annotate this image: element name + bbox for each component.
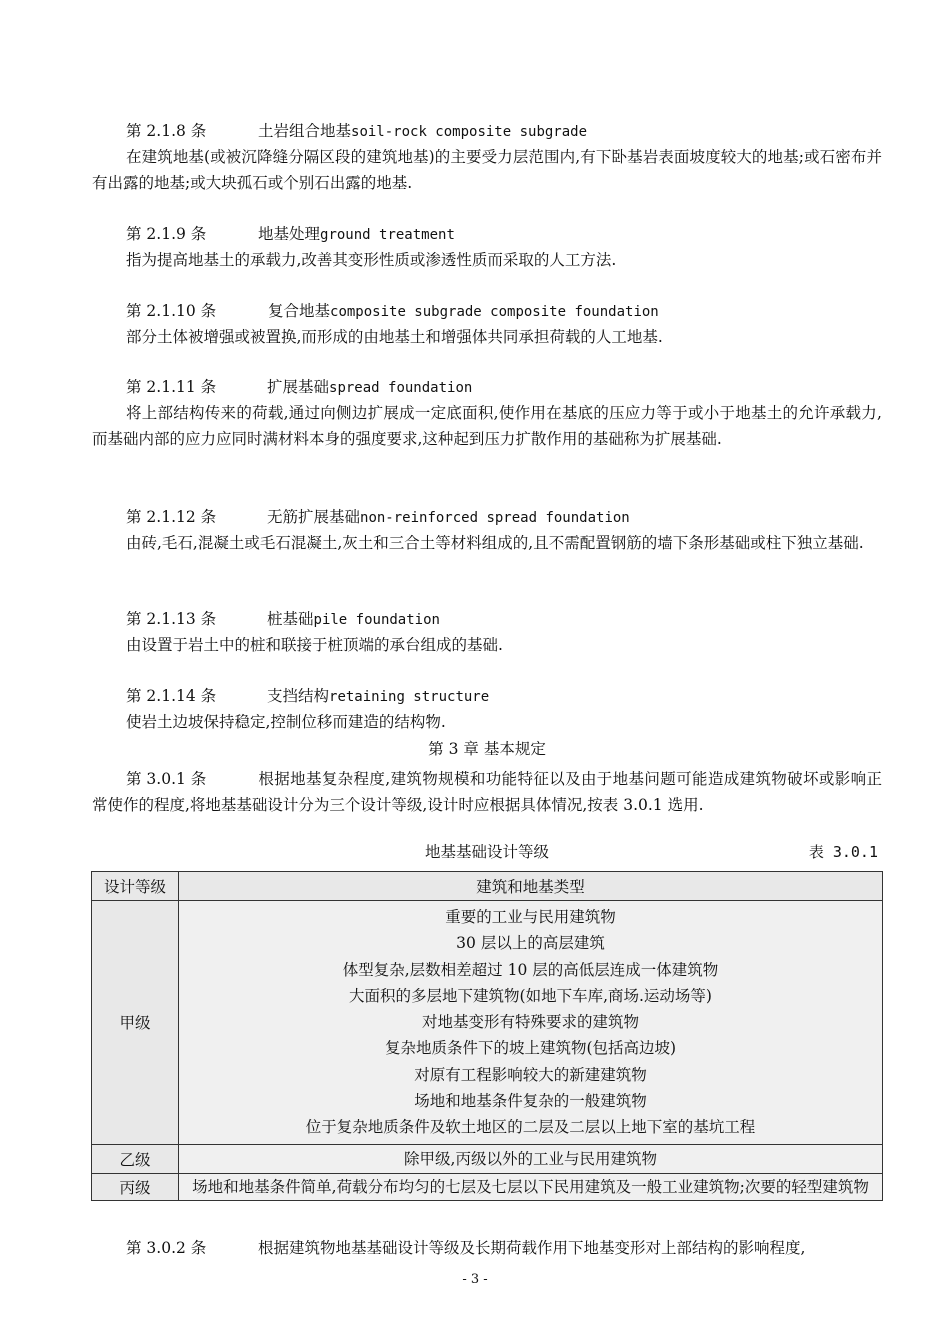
grade-cell: 甲级: [92, 901, 179, 1145]
term-chinese: 土岩组合地基: [258, 122, 352, 140]
clause-body: [92, 1235, 882, 1261]
term-english: composite subgrade composite foundation: [330, 304, 659, 320]
term-english: non-reinforced spread foundation: [360, 510, 630, 526]
chapter-title: 第 3 章 基本规定: [428, 740, 546, 758]
clause-2-1-8: [92, 118, 882, 196]
term-english: retaining structure: [329, 689, 490, 705]
clause-number: 第 2.1.11 条: [126, 378, 217, 396]
clause-text: 根据建筑物地基基础设计等级及长期荷载作用下地基变形对上部结构的影响程度,: [258, 1239, 806, 1257]
clause-3-0-2: [92, 1235, 882, 1261]
clause-body: 将上部结构传来的荷载,通过向侧边扩展成一定底面积,使作用在基底的压应力等于或小于地基土的允许承载力,而基础内部的应力应同时满材料本身的强度要求,这种起到压力扩散作用的基础称为扩展基础.: [92, 404, 882, 448]
term-chinese: 桩基础: [267, 610, 314, 628]
list-item: 位于复杂地质条件及软土地区的二层及二层以上地下室的基坑工程: [305, 1118, 756, 1137]
clause-heading: [92, 683, 882, 709]
clause-body: 在建筑地基(或被沉降缝分隔区段的建筑地基)的主要受力层范围内,有下卧基岩表面坡度较大的地基;或石密布并有出露的地基;或大块孤石或个别石出露的地基.: [92, 148, 882, 192]
term-chinese: 扩展基础: [267, 378, 330, 396]
design-grade-table: [91, 871, 883, 1201]
list-item: 大面积的多层地下建筑物(如地下车库,商场.运动场等): [349, 986, 712, 1005]
list-item: 重要的工业与民用建筑物: [445, 908, 616, 926]
type-cell: 除甲级,丙级以外的工业与民用建筑物: [179, 1144, 883, 1173]
grade-cell: 丙级: [92, 1173, 179, 1200]
list-item: 30 层以上的高层建筑: [456, 934, 605, 953]
term-english: soil-rock composite subgrade: [351, 124, 588, 140]
term-english: pile foundation: [313, 612, 440, 628]
clause-body: 部分土体被增强或被置换,而形成的由地基土和增强体共同承担荷载的人工地基.: [126, 328, 663, 346]
clause-heading: [92, 606, 882, 632]
clause-2-1-10: [92, 298, 882, 350]
header-cell-type: 建筑和地基类型: [179, 872, 883, 901]
clause-2-1-12: [92, 504, 882, 556]
table-row: [92, 901, 883, 1145]
clause-number: 第 3.0.2 条: [126, 1239, 207, 1257]
clause-number: 第 2.1.12 条: [126, 508, 217, 526]
list-item: 体型复杂,层数相差超过 10 层的高低层连成一体建筑物: [342, 960, 719, 979]
clause-heading: [92, 374, 882, 400]
clause-body: 由砖,毛石,混凝土或毛石混凝土,灰土和三合土等材料组成的,且不需配置钢筋的墙下条形基础或柱下独立基础.: [126, 534, 864, 552]
clause-body: 由设置于岩土中的桩和联接于桩顶端的承台组成的基础.: [126, 636, 503, 654]
term-chinese: 地基处理: [258, 225, 321, 243]
clause-number: 第 3.0.1 条: [126, 770, 207, 788]
page-number: - 3 -: [462, 1272, 488, 1287]
clause-number: 第 2.1.10 条: [126, 302, 217, 320]
table-row: [92, 1173, 883, 1200]
term-chinese: 复合地基: [268, 302, 331, 320]
clause-heading: [92, 221, 882, 247]
clause-body: 指为提高地基土的承载力,改善其变形性质或渗透性质而采取的人工方法.: [126, 251, 617, 269]
clause-heading: [92, 118, 882, 144]
clause-3-0-1: [92, 766, 882, 818]
list-item: 场地和地基条件复杂的一般建筑物: [414, 1092, 647, 1111]
header-cell-grade: 设计等级: [92, 872, 179, 901]
clause-body: [92, 766, 882, 818]
term-chinese: 无筋扩展基础: [267, 508, 361, 526]
term-english: spread foundation: [329, 380, 473, 396]
clause-2-1-13: [92, 606, 882, 658]
term-english: ground treatment: [320, 227, 455, 243]
clause-text: 根据地基复杂程度,建筑物规模和功能特征以及由于地基问题可能造成建筑物破坏或影响正常使作的程度,将地基基础设计分为三个设计等级,设计时应根据具体情况,按表 3.0.1 选用.: [92, 770, 882, 814]
list-item: 对地基变形有特殊要求的建筑物: [421, 1013, 639, 1032]
clause-number: 第 2.1.8 条: [126, 122, 207, 140]
clause-number: 第 2.1.9 条: [126, 225, 207, 243]
clause-number: 第 2.1.14 条: [126, 687, 217, 705]
table-title: 地基基础设计等级: [424, 843, 549, 861]
type-cell: [179, 901, 883, 1145]
type-cell: 场地和地基条件简单,荷载分布均匀的七层及七层以下民用建筑及一般工业建筑物;次要的轻型建筑物: [179, 1173, 883, 1200]
clause-number: 第 2.1.13 条: [126, 610, 217, 628]
clause-2-1-14: [92, 683, 882, 735]
clause-heading: [92, 504, 882, 530]
table-header-row: [92, 872, 883, 901]
clause-body: 使岩土边坡保持稳定,控制位移而建造的结构物.: [126, 713, 446, 731]
term-chinese: 支挡结构: [267, 687, 330, 705]
list-item: 复杂地质条件下的坡上建筑物(包括高边坡): [384, 1039, 677, 1058]
table-caption: [92, 840, 882, 864]
list-item: 对原有工程影响较大的新建建筑物: [414, 1065, 647, 1084]
grade-cell: 乙级: [92, 1144, 179, 1173]
clause-2-1-11: [92, 374, 882, 452]
table-number: 表 3.0.1: [808, 843, 878, 861]
table-row: [92, 1144, 883, 1173]
clause-2-1-9: [92, 221, 882, 273]
clause-heading: [92, 298, 882, 324]
